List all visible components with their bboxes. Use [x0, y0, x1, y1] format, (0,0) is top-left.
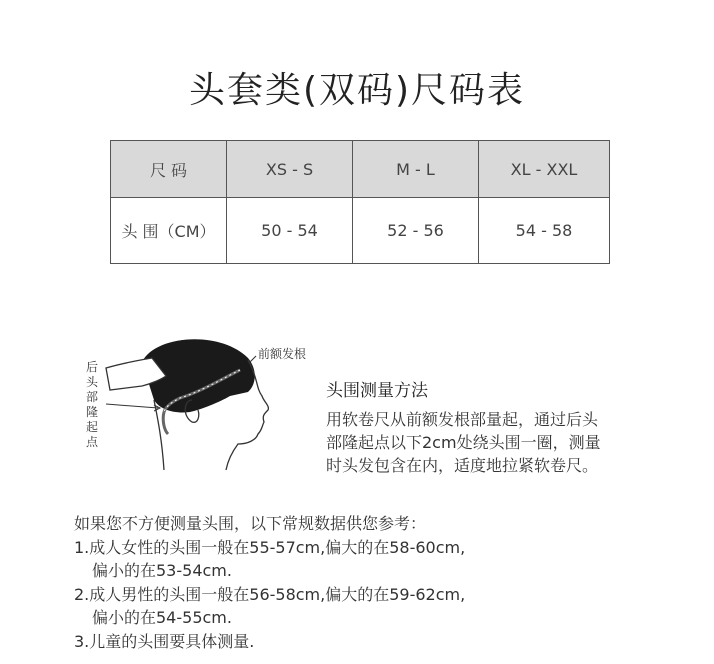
table-header-row	[111, 141, 610, 198]
method-line: 部隆起点以下2cm处绕头围一圈，测量	[326, 433, 601, 452]
measurement-method-text	[326, 408, 698, 477]
note-item-1: 1.成人女性的头围一般在55-57cm,偏大的在58-60cm,	[74, 537, 466, 557]
front-hairline-label: 前额发根	[258, 347, 307, 361]
cell-xl-xxl-value: 54 - 58	[479, 198, 610, 264]
notes-intro: 如果您不方便测量头围，以下常规数据供您参考：	[74, 514, 427, 533]
note-item-2-cont: 偏小的在54-55cm.	[92, 608, 232, 627]
method-line: 用软卷尺从前额发根部量起，通过后头	[326, 410, 599, 429]
header-cell-xs-s: XS - S	[227, 141, 353, 198]
note-item-2: 2.成人男性的头围一般在56-58cm,偏大的在59-62cm,	[74, 584, 466, 604]
back-head-label: 后头部隆起点	[86, 360, 99, 449]
header-cell-m-l: M - L	[353, 141, 479, 198]
note-item-1-cont: 偏小的在53-54cm.	[92, 561, 232, 580]
row-label-head-circumference: 头 围（CM）	[111, 198, 227, 264]
measurement-method-title: 头围测量方法	[326, 381, 428, 401]
cell-xs-s-value: 50 - 54	[227, 198, 353, 264]
method-line: 时头发包含在内，适度地拉紧软卷尺。	[326, 456, 599, 475]
reference-notes	[74, 512, 694, 653]
table-row	[111, 198, 610, 264]
note-item-3: 3.儿童的头围要具体测量.	[74, 631, 255, 651]
header-cell-size: 尺 码	[111, 141, 227, 198]
header-cell-xl-xxl: XL - XXL	[479, 141, 610, 198]
cell-m-l-value: 52 - 56	[353, 198, 479, 264]
size-table	[110, 140, 610, 264]
page-title: 头套类(双码)尺码表	[188, 70, 526, 111]
